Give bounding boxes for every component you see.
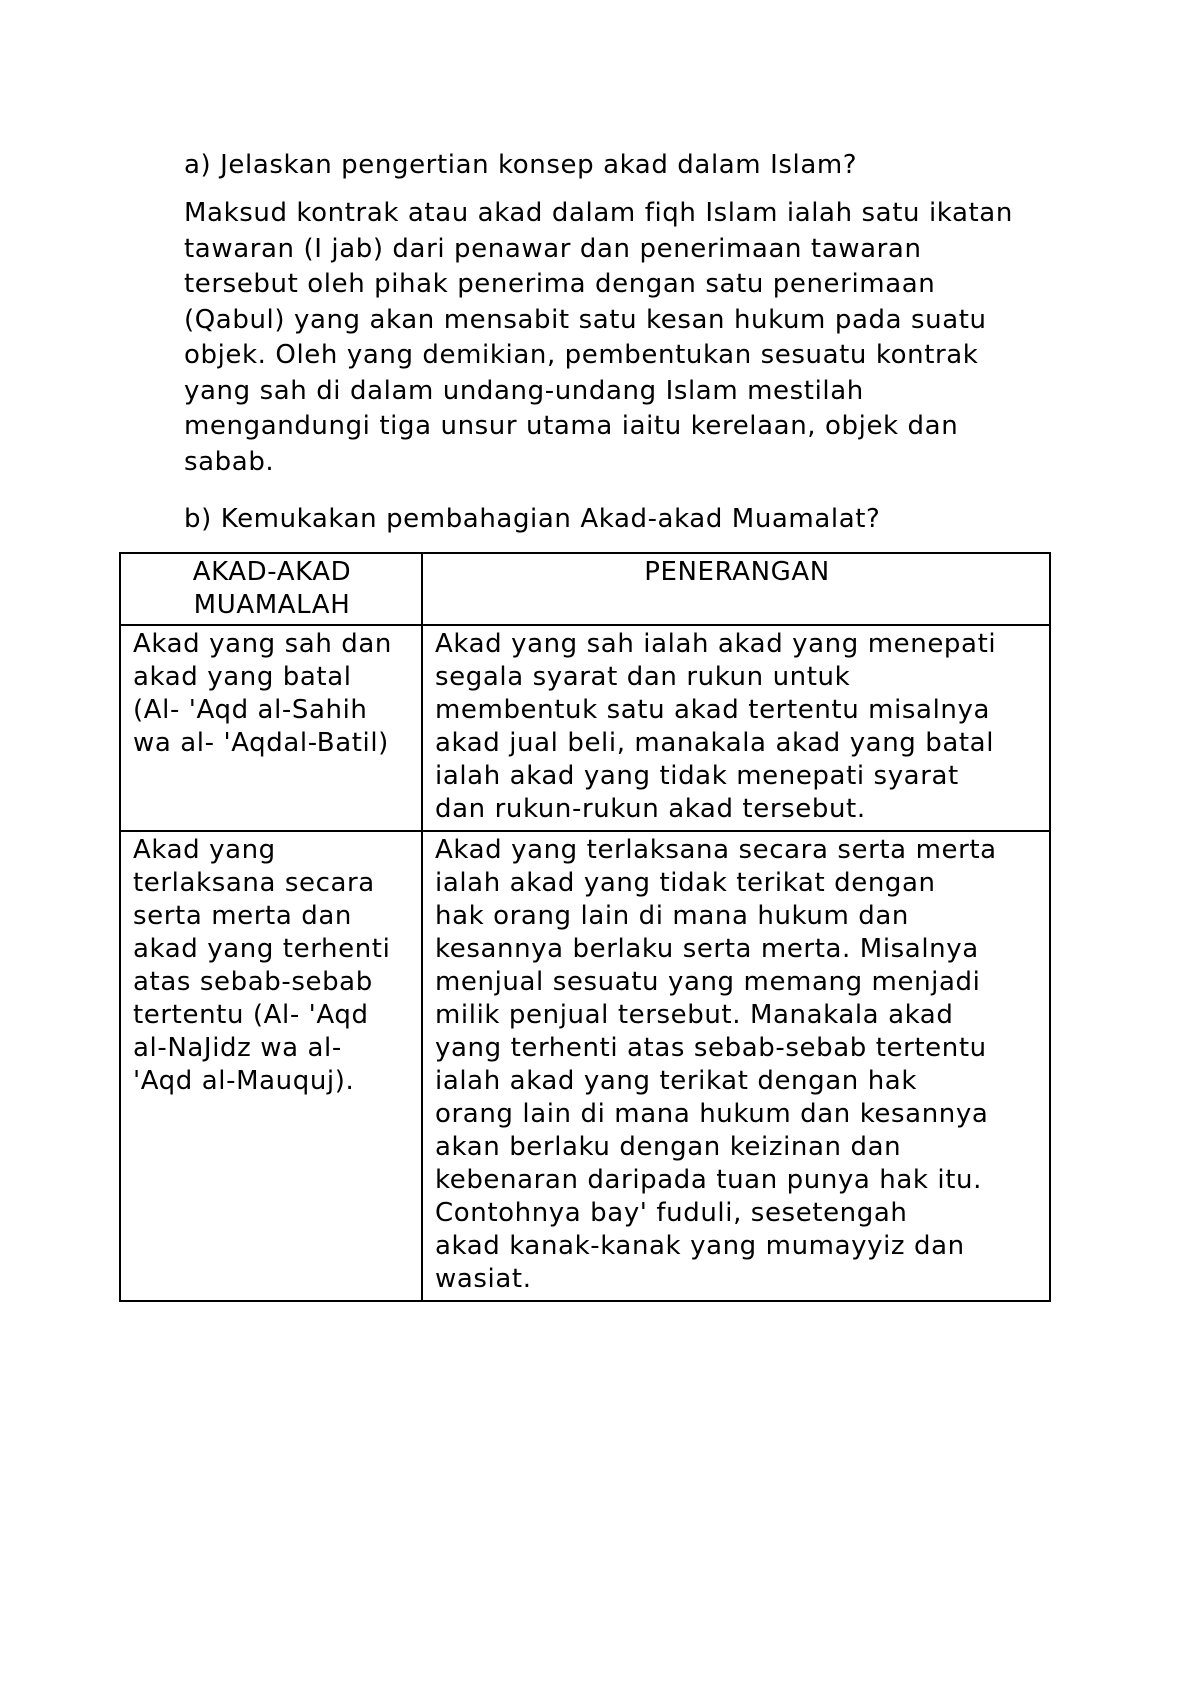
cell-line: dan rukun-rukun akad tersebut. — [435, 794, 866, 824]
cell-line: Akad yang sah dan — [133, 629, 392, 659]
header-akad-muamalah — [120, 553, 422, 625]
cell-line: wasiat. — [435, 1264, 532, 1294]
answer-a-paragraph — [184, 196, 1064, 480]
akad-muamalah-table — [119, 552, 1051, 1302]
cell-line: milik penjual tersebut. Manakala akad — [435, 1000, 954, 1030]
cell-line: ialah akad yang terikat dengan hak — [435, 1066, 917, 1096]
cell-line: terlaksana secara — [133, 868, 375, 898]
answer-a-line: yang sah di dalam undang-undang Islam mestilah — [184, 375, 864, 406]
header-line: AKAD-AKAD — [192, 557, 352, 587]
answer-a-line: Maksud kontrak atau akad dalam fiqh Islam ialah satu ikatan — [184, 198, 1013, 228]
answer-a-line: tawaran (I jab) dari penawar dan penerimaan tawaran — [184, 233, 922, 264]
cell-line: ialah akad yang tidak terikat dengan — [435, 868, 936, 898]
cell-penerangan — [422, 625, 1050, 831]
table-row — [120, 831, 1050, 1301]
header-penerangan — [422, 553, 1050, 625]
table-header-row — [120, 553, 1050, 625]
question-b: b) Kemukakan pembahagian Akad-akad Muamalat? — [184, 504, 881, 534]
question-a: a) Jelaskan pengertian konsep akad dalam Islam? — [184, 150, 858, 180]
cell-line: kebenaran daripada tuan punya hak itu. — [435, 1165, 982, 1195]
cell-line: segala syarat dan rukun untuk — [435, 662, 851, 692]
answer-a-line: mengandungi tiga unsur utama iaitu kerelaan, objek dan — [184, 411, 959, 441]
cell-akad-type — [120, 625, 422, 831]
cell-line: akad kanak-kanak yang mumayyiz dan — [435, 1231, 965, 1261]
cell-line: hak orang lain di mana hukum dan — [435, 901, 909, 931]
cell-line: membentuk satu akad tertentu misalnya — [435, 695, 991, 725]
cell-line: tertentu (Al- 'Aqd — [133, 1000, 369, 1030]
table-row — [120, 625, 1050, 831]
header-line: MUAMALAH — [193, 590, 351, 620]
answer-a-line: tersebut oleh pihak penerima dengan satu penerimaan — [184, 269, 936, 299]
cell-line: Akad yang terlaksana secara serta merta — [435, 835, 997, 865]
cell-line: akad yang batal — [133, 662, 352, 692]
cell-line: al-NaJidz wa al- — [133, 1033, 342, 1063]
cell-line: ialah akad yang tidak menepati syarat — [435, 761, 959, 791]
cell-line: kesannya berlaku serta merta. Misalnya — [435, 934, 979, 964]
cell-line: yang terhenti atas sebab-sebab tertentu — [435, 1033, 987, 1063]
answer-a-line: objek. Oleh yang demikian, pembentukan sesuatu kontrak — [184, 340, 979, 370]
cell-line: wa al- 'Aqdal-Batil) — [133, 728, 389, 758]
cell-line: menjual sesuatu yang memang menjadi — [435, 967, 981, 997]
cell-line: akad jual beli, manakala akad yang batal — [435, 728, 995, 758]
cell-line: Akad yang — [133, 835, 276, 865]
cell-line: 'Aqd al-Mauquj). — [133, 1066, 355, 1096]
header-line: PENERANGAN — [644, 557, 830, 587]
answer-a-line: sabab. — [184, 446, 275, 477]
cell-line: Contohnya bay' fuduli, sesetengah — [435, 1198, 908, 1228]
answer-a-line: (Qabul) yang akan mensabit satu kesan hukum pada suatu — [184, 304, 987, 335]
cell-penerangan — [422, 831, 1050, 1301]
cell-line: akan berlaku dengan keizinan dan — [435, 1132, 902, 1162]
cell-line: Akad yang sah ialah akad yang menepati — [435, 629, 997, 659]
cell-line: atas sebab-sebab — [133, 967, 373, 997]
cell-akad-type — [120, 831, 422, 1301]
cell-line: orang lain di mana hukum dan kesannya — [435, 1099, 989, 1129]
cell-line: (Al- 'Aqd al-Sahih — [133, 695, 368, 725]
cell-line: akad yang terhenti — [133, 934, 391, 964]
cell-line: serta merta dan — [133, 901, 352, 931]
